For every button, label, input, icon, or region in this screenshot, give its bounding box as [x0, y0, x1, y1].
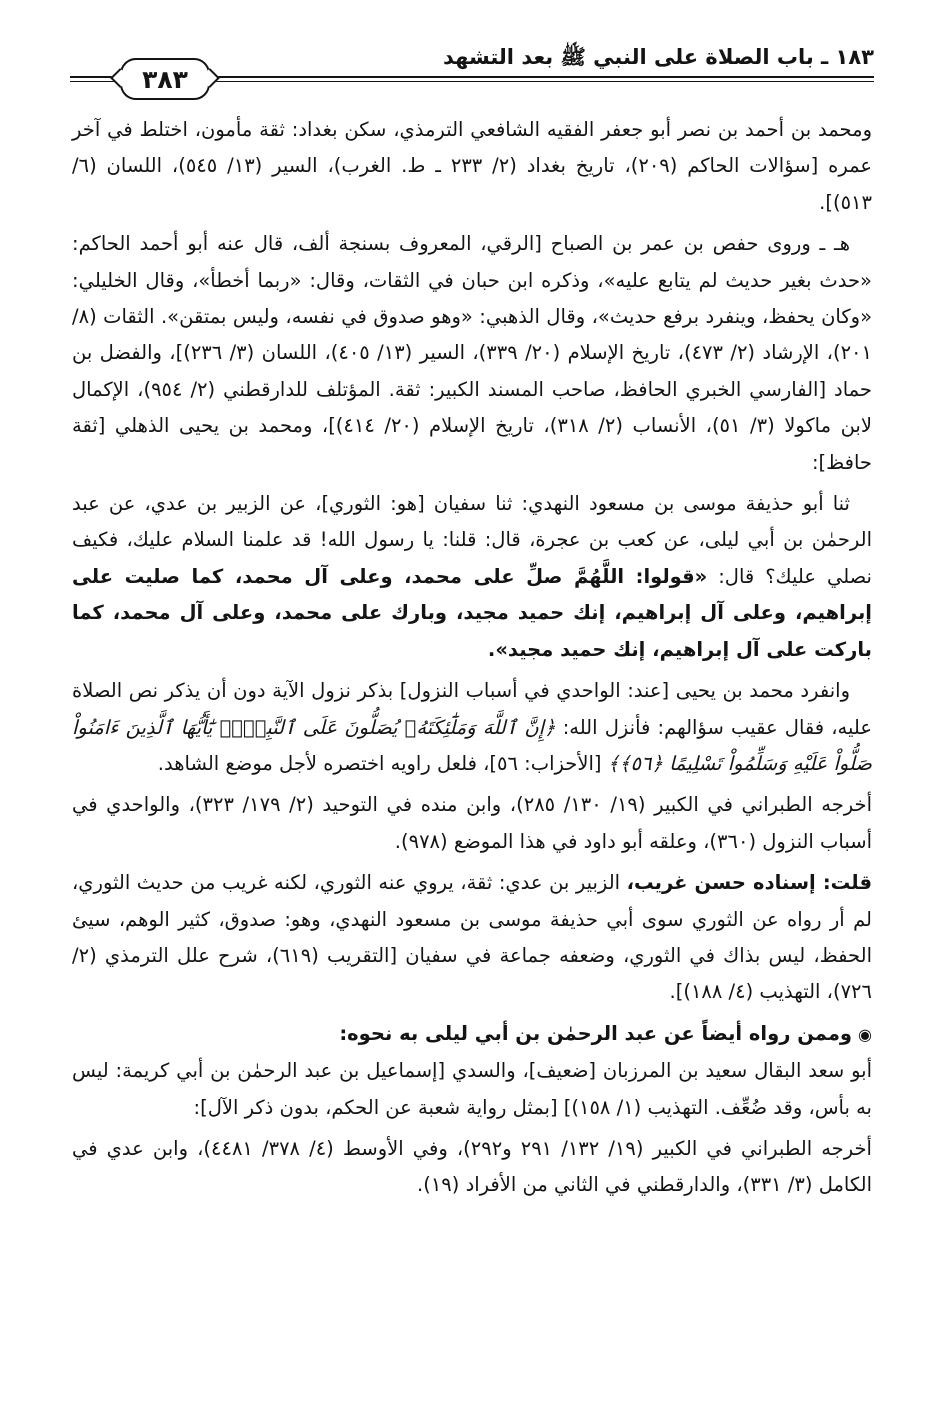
paragraph-hadith-text: [72, 486, 872, 668]
bullet-icon: ◉: [858, 1024, 872, 1044]
paragraph-takhrij: أخرجه الطبراني في الكبير (١٩/ ١٣٠/ ٢٨٥)، وابن منده في التوحيد (٢/ ١٧٩/ ٣٢٣)، والواحدي في أسباب النزول (٣٦٠)، وعلقه أبو داود في هذا الموضع (٩٧٨).: [72, 793, 872, 853]
paragraph-final-takhrij: أخرجه الطبراني في الكبير (١٩/ ١٣٢/ ٢٩١ و٢٩٢)، وفي الأوسط (٤/ ٣٧٨/ ٤٤٨١)، وابن عدي في الكامل (٣/ ٣٣١)، والدارقطني في الثاني من الأفراد (١٩).: [72, 1136, 872, 1197]
grading-explanation: الزبير بن عدي: ثقة، يروي عنه الثوري، لكنه غريب من حديث الثوري، لم أر رواه عن الثوري سوى أبي حذيفة موسى بن مسعود النهدي، وهو: صدوق، كثير الوهم، سيئ الحفظ، ليس بذاك في الثوري، وضعفه جماعة في سفيان [التقريب (٦١٩)، شرح علل الترمذي (٢/ ٧٢٦)، التهذيب (٤/ ١٨٨)].: [72, 871, 872, 1004]
section-heading-text: وممن رواه أيضاً عن عبد الرحمٰن بن أبي ليلى به نحوه:: [339, 1021, 853, 1045]
section-heading: [72, 1016, 872, 1053]
chapter-title: ١٨٣ ـ باب الصلاة على النبي ﷺ بعد التشهد: [442, 45, 874, 69]
page-number: ٣٨٣: [142, 64, 188, 94]
paragraph-hafs-narration: هـ ـ وروى حفص بن عمر بن الصباح [الرقي، المعروف بسنجة ألف، قال عنه أبو أحمد الحاكم: «حدث بغير حديث لم يتابع عليه»، وذكره ابن حبان في الثقات، وقال: «ربما أخطأ»، وقال الخليلي: «وكان يحفظ، وينفرد برفع حديث»، وقال الذهبي: «وهو صدوق في نفسه، وليس بمتقن». الثقات (٨/ ٢٠١)، الإرشاد (٢/ ٤٧٣)، تاريخ الإسلام (٢٠/ ٣٣٩)، السير (١٣/ ٤٠٥)، اللسان (٣/ ٢٣٦)]، والفضل بن حماد [الفارسي الخبري الحافظ، صاحب المسند الكبير: ثقة. المؤتلف للدارقطني (٢/ ٩٥٤)، الإكمال لابن ماكولا (٣/ ٥١)، الأنساب (٢/ ٣١٨)، تاريخ الإسلام (٢٠/ ٤١٤)]، ومحمد بن يحيى الذهلي [ثقة حافظ]:: [72, 232, 872, 474]
badge-notch-right: [200, 68, 220, 88]
hadith-matn: «قولوا: اللَّهُمَّ صلِّ على محمد، وعلى آل محمد، كما صليت على إبراهيم، وعلى آل إبراهيم، إنك حميد مجيد، وبارك على محمد، وعلى آل محمد، كما باركت على آل إبراهيم، إنك حميد مجيد».: [72, 564, 872, 661]
grading-verdict: قلت: إسناده حسن غريب،: [626, 871, 872, 895]
verse-reference: [الأحزاب: ٥٦]، فلعل راويه اختصره لأجل موضع الشاهد.: [157, 751, 608, 775]
badge-notch-left: [110, 68, 130, 88]
paragraph-narrator-note: ومحمد بن أحمد بن نصر أبو جعفر الفقيه الشافعي الترمذي، سكن بغداد: ثقة مأمون، اختلط في آخر عمره [سؤالات الحاكم (٢٠٩)، تاريخ بغداد (٢/ ٢٣٣ ـ ط. الغرب)، السير (١٣/ ٥٤٥)، اللسان (٦/ ٥١٣)].: [72, 118, 872, 214]
quran-verse: ﴿إِنَّ ٱللَّهَ وَمَلَٰٓئِكَتَهُۥ يُصَلُّونَ عَلَى ٱلنَّبِيِّۚ يَٰٓأَيُّهَا ٱلَّذِينَ ءَامَنُواْ صَلُّواْ عَلَيْهِ وَسَلِّمُواْ تَسْلِيمًا ﴿٥٦﴾﴾: [72, 715, 872, 775]
paragraph-verse-note: [72, 673, 872, 782]
page-number-badge: [120, 58, 210, 100]
paragraph-other-narrators: أبو سعد البقال سعيد بن المرزبان [ضعيف]، والسدي [إسماعيل بن عبد الرحمٰن بن أبي كريمة: ليس به بأس، وقد ضُعِّف. التهذيب (١/ ١٥٨)] [بمثل رواية شعبة عن الحكم، بدون ذكر الآل]:: [72, 1059, 872, 1119]
page-header: [0, 0, 944, 110]
verse-intro: وانفرد محمد بن يحيى [عند: الواحدي في أسباب النزول] بذكر نزول الآية دون أن يذكر نص الصلاة عليه، فقال عقيب سؤالهم: فأنزل الله:: [72, 679, 872, 739]
hadith-isnad: ثنا أبو حذيفة موسى بن مسعود النهدي: ثنا سفيان [هو: الثوري]، عن الزبير بن عدي، عن عبد الرحمٰن بن أبي ليلى، عن كعب بن عجرة، قال: قلنا: يا رسول الله! قد علمنا السلام عليك، فكيف نصلي عليك؟ قال:: [72, 492, 872, 588]
paragraph-grading: [72, 865, 872, 1011]
page-body: [72, 112, 872, 1204]
